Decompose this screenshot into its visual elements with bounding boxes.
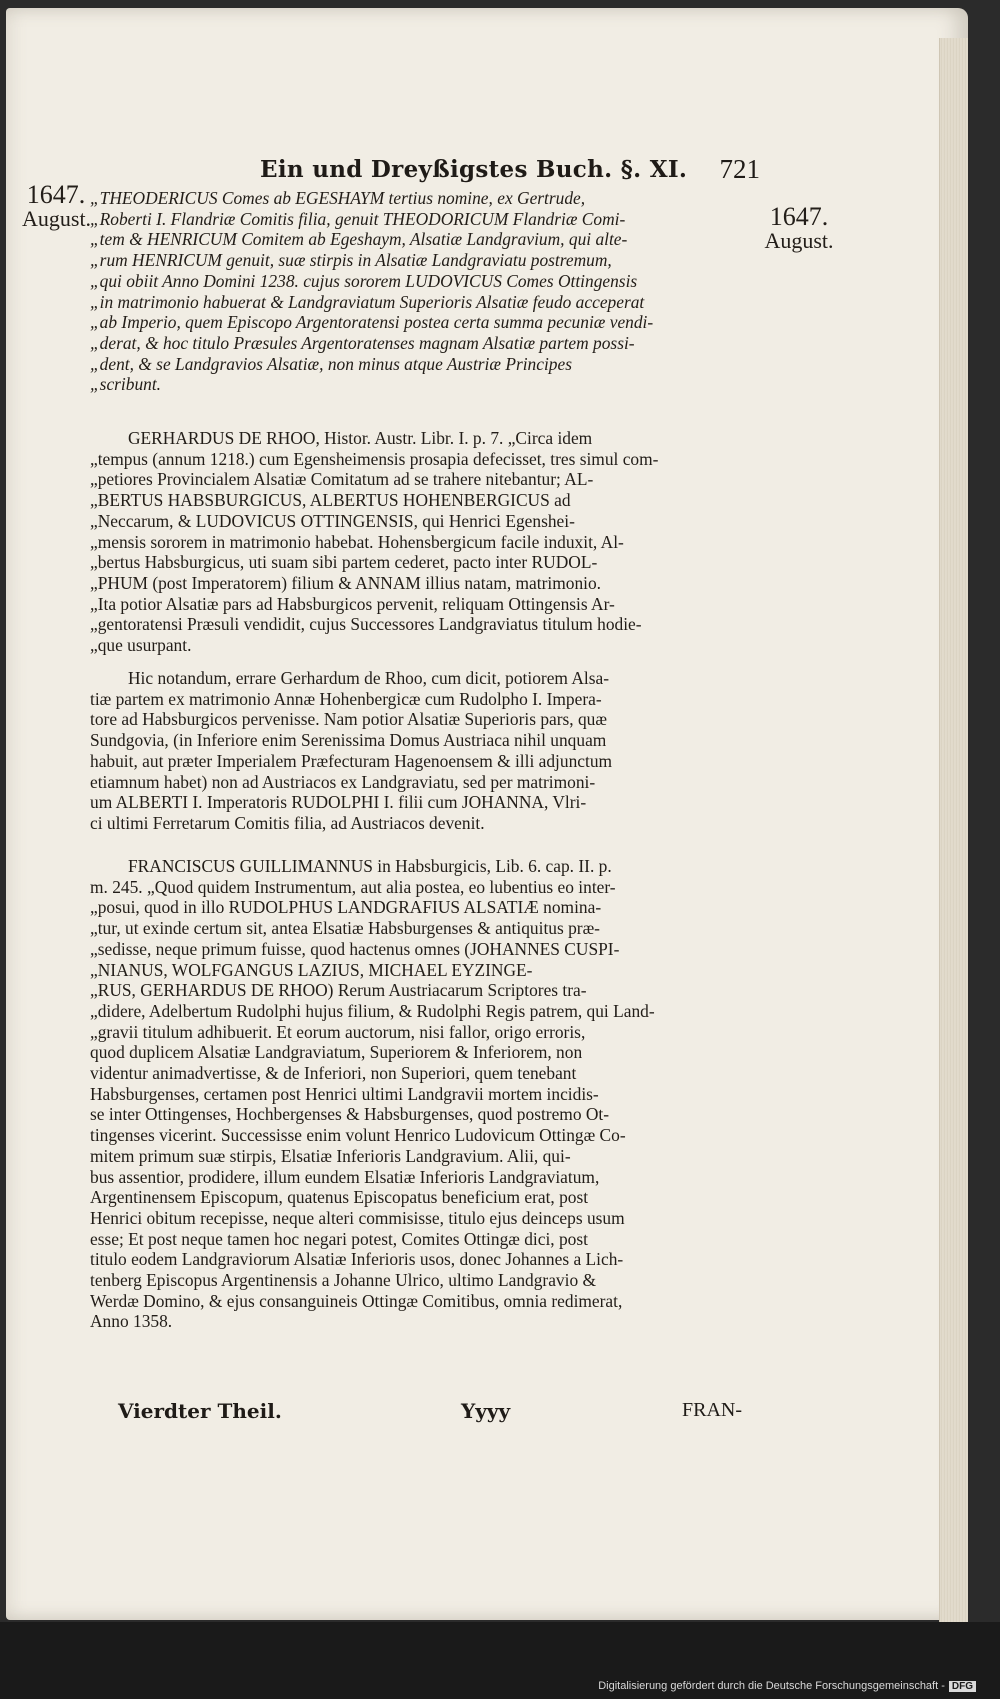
text-line: „PHUM (post Imperatorem) filium & ANNAM illius natam, matrimonio. [90,572,602,593]
text-line: Werdæ Domino, & ejus consanguineis Ottingæ Comitibus, omnia redimerat, [90,1290,623,1311]
text-line: tore ad Habsburgicos pervenisse. Nam potior Alsatiæ Superioris pars, quæ [90,709,607,730]
text-line: titulo eodem Landgraviorum Alsatiæ Inferioris usos, donec Johannes a Lich- [90,1249,624,1270]
margin-year-left: 1647. [26,180,86,209]
text-line: tingenses vicerint. Successisse enim volunt Henrico Ludovicum Ottingæ Co- [90,1125,626,1146]
page-footer [118,1399,742,1429]
text-line: „qui obiit Anno Domini 1238. cujus sororem LUDOVICUS Comes Ottingensis [90,270,638,291]
digitization-credit [598,1680,976,1692]
text-line: Henrici obitum recepisse, neque alteri commisisse, titulo ejus deinceps usum [90,1207,625,1228]
text-line: tenberg Episcopus Argentinensis a Johanne Ulrico, ultimo Landgravio & [90,1270,597,1291]
text-line: esse; Et post neque tamen hoc negari potest, Comites Ottingæ dici, post [90,1228,588,1249]
text-line: um ALBERTI I. Imperatoris RUDOLPHI I. filii cum JOHANNA, Vlri- [90,792,587,813]
text-line: ci ultimi Ferretarum Comitis filia, ad Austriacos devenit. [90,812,485,833]
text-line: „que usurpant. [90,635,192,656]
text-line: „tem & HENRICUM Comitem ab Egeshaym, Alsatiæ Landgravium, qui alte- [90,229,628,250]
text-line: „BERTUS HABSBURGICUS, ALBERTUS HOHENBERGICUS ad [90,490,571,511]
text-line: „RUS, GERHARDUS DE RHOO) Rerum Austriacarum Scriptores tra- [90,980,587,1001]
text-line: „rum HENRICUM genuit, suæ stirpis in Alsatiæ Landgraviatu postremum, [90,250,612,271]
text-line: FRANCISCUS GUILLIMANNUS in Habsburgicis, Lib. 6. cap. II. p. [128,856,612,876]
text-line: Anno 1358. [90,1311,173,1332]
paragraph-theodericus-quote [90,188,752,416]
text-line: „posui, quod in illo RUDOLPHUS LANDGRAFIUS ALSATIÆ nomina- [90,897,602,918]
text-line: Sundgovia, (in Inferiore enim Serenissima Domus Austriaca nihil unquam [90,730,607,751]
margin-year-right: 1647. [769,202,829,231]
text-line: Hic notandum, errare Gerhardum de Rhoo, cum dicit, potiorem Alsa- [128,668,610,688]
volume-signature: Vierdter Theil. [118,1399,282,1423]
dfg-logo: DFG [949,1681,976,1692]
text-line: „Roberti I. Flandriæ Comitis filia, genuit THEODORICUM Flandriæ Comi- [90,208,626,229]
text-line: „scribunt. [90,374,162,395]
text-line: „gentoratensi Præsuli vendidit, cujus Successores Landgraviatus titulum hodie- [90,614,642,635]
catchword: FRAN- [681,1399,742,1421]
text-line: „NIANUS, WOLFGANGUS LAZIUS, MICHAEL EYZINGE- [90,959,533,980]
text-line: „Neccarum, & LUDOVICUS OTTINGENSIS, qui Henrici Egenshei- [90,510,575,531]
text-line: „in matrimonio habuerat & Landgraviatum Superioris Alsatiæ feudo acceperat [90,291,645,312]
text-line: „didere, Adelbertum Rudolphi hujus filium, & Rudolphi Regis patrem, qui Land- [90,1000,655,1021]
page-edge [939,38,968,1628]
text-line: videntur animadvertisse, & de Inferiori, non Superiori, quem tenebant [90,1063,577,1084]
text-line: „petiores Provincialem Alsatiæ Comitatum ad se trahere nitebantur; AL- [90,469,594,490]
page-header [260,156,760,190]
text-line: „mensis sororem in matrimonio habebat. Hohensbergicum facile induxit, Al- [90,531,624,552]
text-line: „tempus (annum 1218.) cum Egensheimensis prosapia defecisset, tres simul com- [90,448,659,469]
text-line: tiæ partem ex matrimonio Annæ Hohenbergicæ cum Rudolpho I. Impera- [90,688,602,709]
text-line: „ab Imperio, quem Episcopo Argentoratensi postea certa summa pecuniæ vendi- [90,312,654,333]
margin-month-left: August. [22,206,92,231]
text-line: „THEODERICUS Comes ab EGESHAYM tertius nomine, ex Gertrude, [90,188,586,208]
text-line: „tur, ut exinde certum sit, antea Elsatiæ Habsburgenses & antiquitus præ- [90,918,600,939]
text-line: Argentinensem Episcopum, quatenus Episcopatus beneficium erat, post [90,1187,589,1208]
text-line: „sedisse, neque primum fuisse, quod hactenus omnes (JOHANNES CUSPI- [90,938,620,959]
text-line: „Ita potior Alsatiæ pars ad Habsburgicos pervenit, reliquam Ottingensis Ar- [90,593,615,614]
gathering-mark: Yyyy [461,1399,511,1423]
text-line: etiamnum habet) non ad Austriacos ex Landgraviatu, sed per matrimoni- [90,771,596,792]
text-line: „derat, & hoc titulo Præsules Argentoratenses magnam Alsatiæ partem possi- [90,332,635,353]
text-line: „gravii titulum adhibuerit. Et eorum auctorum, nisi fallor, origo erroris, [90,1021,586,1042]
text-line: bus assentior, prodidere, illum eundem Elsatiæ Inferioris Landgraviatum, [90,1166,600,1187]
digitization-footer [0,1622,1000,1699]
text-line: mitem primum suæ stirpis, Elsatiæ Inferioris Landgravium. Alii, qui- [90,1145,571,1166]
text-line: habuit, aut præter Imperialem Præfecturam Hagenoensem & illi adjunctum [90,750,613,771]
page-number: 721 [719,154,760,184]
margin-month-right: August. [764,228,834,253]
text-line: „dent, & se Landgravios Alsatiæ, non minus atque Austriæ Principes [90,353,572,374]
margin-date-right [760,202,838,253]
text-line: GERHARDUS DE RHOO, Histor. Austr. Libr. I. p. 7. „Circa idem [128,428,593,448]
paragraph-guillimannus [90,856,752,1366]
text-line: Habsburgenses, certamen post Henrici ultimi Landgravii mortem incidis- [90,1083,599,1104]
running-title: Ein und Dreyßigstes Buch. §. XI. [260,156,688,183]
text-line: m. 245. „Quod quidem Instrumentum, aut alia postea, eo lubentius eo inter- [90,876,616,897]
text-line: quod duplicem Alsatiæ Landgraviatum, Superiorem & Inferiorem, non [90,1042,583,1063]
text-line: se inter Ottingenses, Hochbergenses & Habsburgenses, quod postremo Ot- [90,1104,610,1125]
margin-date-left [22,180,92,231]
paragraph-gerhardus-de-rhoo [90,428,752,656]
main-text [90,188,752,1366]
text-line: „bertus Habsburgicus, uti suam sibi partem cederet, pacto inter RUDOL- [90,552,598,573]
paragraph-hic-notandum [90,668,752,844]
credit-text: Digitalisierung gefördert durch die Deutsche Forschungsgemeinschaft - [598,1680,945,1692]
